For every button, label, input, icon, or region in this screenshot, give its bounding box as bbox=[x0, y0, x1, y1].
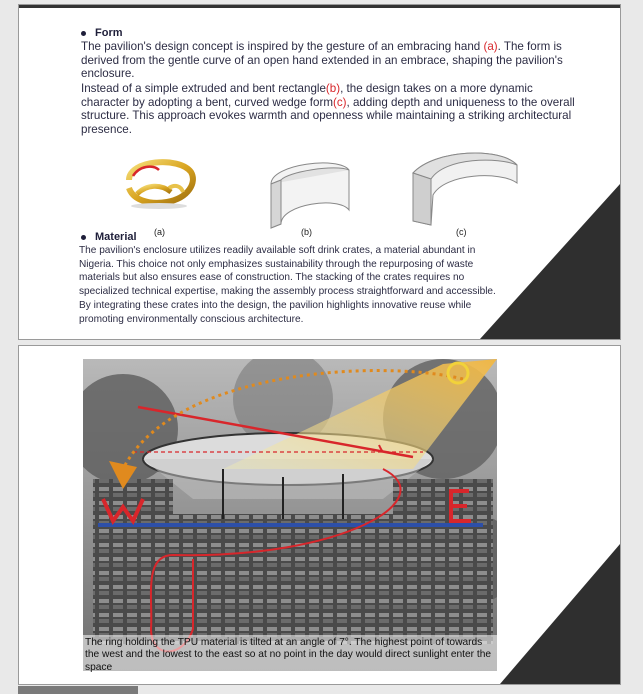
figure-b-caption: (b) bbox=[301, 227, 312, 237]
material-heading: Material bbox=[81, 231, 137, 243]
form-material-panel bbox=[18, 4, 621, 340]
form-paragraph-2: Instead of a simple extruded and bent rectangle(b), the design takes on a more dynamic character by adopting a bent, curved wedge form(c), adding depth and uniqueness to the overall structure. This approach evokes warmth and openness while maintaining a striking architectural presence. bbox=[81, 82, 575, 136]
curved-wedge-figure-c bbox=[405, 143, 521, 227]
figure-a-caption: (a) bbox=[154, 227, 165, 237]
photo-caption: The ring holding the TPU material is tilted at an angle of 7°. The highest point of towards the west and the lowest to the east so at no point in the day would direct sunlight enter the space bbox=[85, 637, 492, 673]
annotated-sun-diagram bbox=[83, 359, 497, 671]
bullet-icon bbox=[81, 235, 86, 240]
bent-rectangle-figure-b bbox=[257, 150, 357, 232]
material-paragraph: The pavilion's enclosure utilizes readily available soft drink crates, a material abundant in Nigeria. This choice not only emphasizes sustainability through the repurposing of waste materials but also ensures ease of construction. The stacking of the crates requires no specialized technical expertise, making the assembly process straightforward and accessible. By integrating these crates into the design, the pavilion highlights innovative reuse while promoting environmentally conscious architecture. bbox=[79, 245, 496, 325]
figure-c-caption: (c) bbox=[456, 227, 467, 237]
next-panel-edge bbox=[18, 686, 138, 694]
form-paragraph-1: The pavilion's design concept is inspired by the gesture of an embracing hand (a). The form is derived from the gentle curve of an open hand extended in an embrace, shaping the pavilion's enclosure. bbox=[81, 40, 563, 81]
form-heading: Form bbox=[81, 27, 123, 39]
sun-study-panel bbox=[18, 345, 621, 685]
corner-triangle bbox=[500, 544, 620, 684]
bullet-icon bbox=[81, 31, 86, 36]
ring-figure-a bbox=[119, 150, 199, 212]
pavilion-photo bbox=[83, 359, 497, 671]
top-rule bbox=[19, 5, 620, 8]
